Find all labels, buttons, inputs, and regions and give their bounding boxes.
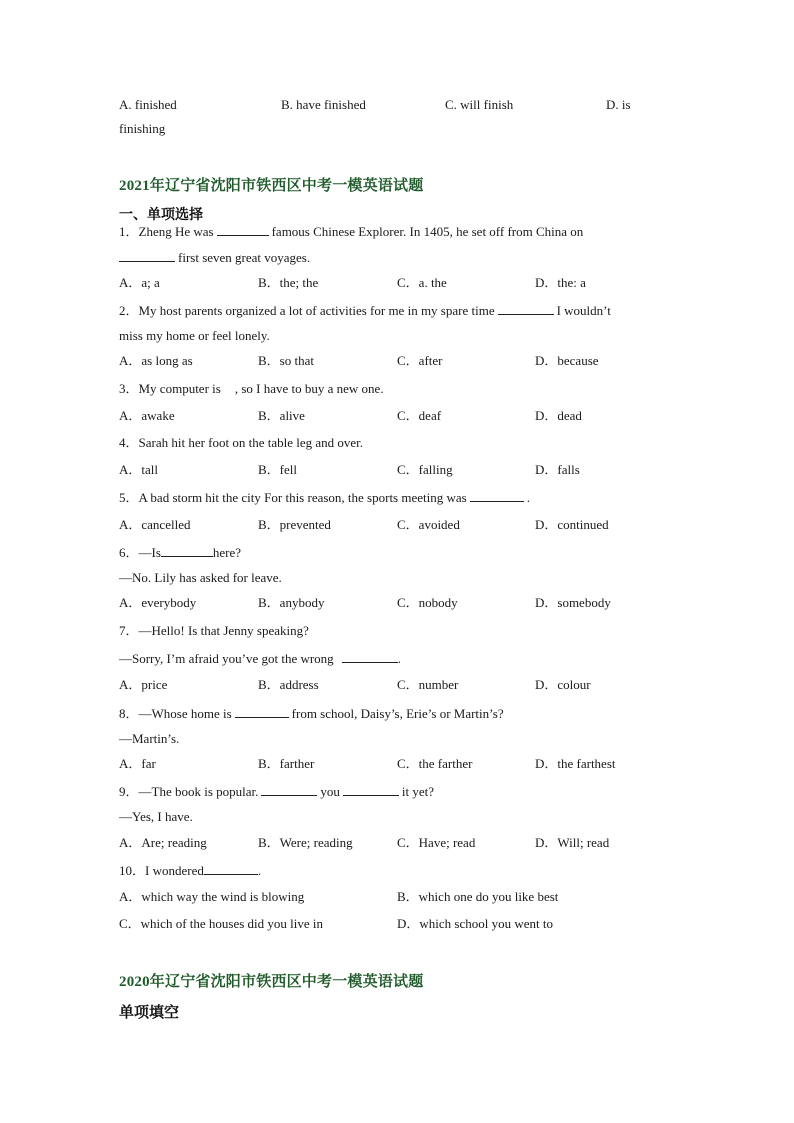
question-1-line-1 — [119, 223, 583, 240]
question-6-line-1 — [119, 544, 241, 561]
q9-option-c[interactable]: C．Have; read — [397, 835, 476, 850]
q2-option-b[interactable]: B．so that — [258, 353, 314, 368]
q6-option-b[interactable]: B．anybody — [258, 595, 325, 610]
question-1-text-a: 1．Zheng He was — [119, 224, 214, 239]
question-6-text-b: here? — [212, 545, 242, 560]
question-8-text-b: from school, Daisy’s, Erie’s or Martin’s? — [291, 706, 504, 721]
q2-option-a[interactable]: A．as long as — [119, 353, 193, 368]
q10-option-b[interactable]: B．which one do you like best — [397, 889, 559, 904]
question-7-text-c: . — [397, 651, 401, 666]
q6-option-d[interactable]: D．somebody — [535, 595, 611, 610]
q3-option-a[interactable]: A．awake — [119, 408, 175, 423]
question-1-line-2 — [119, 249, 310, 266]
question-2-text-c: miss my home or feel lonely. — [119, 328, 270, 343]
exam-title-2020: 2020年辽宁省沈阳市铁西区中考一模英语试题 — [119, 974, 424, 990]
prev-option-a[interactable]: A. finished — [119, 97, 177, 112]
exam-title-2021: 2021年辽宁省沈阳市铁西区中考一模英语试题 — [119, 178, 424, 194]
question-1-text-c: first seven great voyages. — [178, 250, 311, 265]
q1-option-b[interactable]: B．the; the — [258, 275, 319, 290]
question-5-text-b: . — [526, 490, 530, 505]
q1-option-d[interactable]: D．the: a — [535, 275, 586, 290]
question-9-text-d: —Yes, I have. — [119, 809, 193, 824]
q6-option-a[interactable]: A．everybody — [119, 595, 197, 610]
question-1-text-b: famous Chinese Explorer. In 1405, he set off from China on — [271, 224, 584, 239]
prev-option-d-continued: finishing — [119, 121, 166, 136]
question-2-line-1 — [119, 302, 611, 319]
question-3-text-a: 3．My computer is — [119, 381, 221, 396]
answer-blank[interactable] — [204, 862, 258, 875]
question-3-text-b: , so I have to buy a new one. — [234, 381, 384, 396]
q3-option-b[interactable]: B．alive — [258, 408, 305, 423]
q9-option-d[interactable]: D．Will; read — [535, 835, 610, 850]
question-10-text-a: 10．I wondered — [119, 863, 204, 878]
q10-option-d[interactable]: D．which school you went to — [397, 916, 553, 931]
q8-option-d[interactable]: D．the farthest — [535, 756, 616, 771]
question-4-text: 4．Sarah hit her foot on the table leg and over. — [119, 435, 364, 450]
section-heading-2021: 一、单项选择 — [119, 208, 203, 223]
q8-option-b[interactable]: B．farther — [258, 756, 315, 771]
question-6-text-c: —No. Lily has asked for leave. — [119, 570, 282, 585]
q7-option-c[interactable]: C．number — [397, 677, 459, 692]
q7-option-b[interactable]: B．address — [258, 677, 319, 692]
answer-blank[interactable] — [119, 249, 175, 262]
question-10-line — [119, 862, 261, 879]
prev-option-c[interactable]: C. will finish — [445, 97, 514, 112]
answer-blank[interactable] — [217, 223, 269, 236]
q1-option-c[interactable]: C．a. the — [397, 275, 447, 290]
q4-option-a[interactable]: A．tall — [119, 462, 158, 477]
prev-option-b[interactable]: B. have finished — [281, 97, 366, 112]
prev-option-d[interactable]: D. is — [606, 97, 631, 112]
question-7-line-2 — [119, 650, 401, 667]
question-9-text-b: you — [320, 784, 340, 799]
q4-option-d[interactable]: D．falls — [535, 462, 580, 477]
question-5-line — [119, 489, 530, 506]
q8-option-a[interactable]: A．far — [119, 756, 156, 771]
q2-option-c[interactable]: C．after — [397, 353, 443, 368]
q4-option-c[interactable]: C．falling — [397, 462, 453, 477]
question-8-text-c: —Martin’s. — [119, 731, 180, 746]
q7-option-d[interactable]: D．colour — [535, 677, 591, 692]
answer-blank[interactable] — [161, 544, 213, 557]
question-2-text-b: I wouldn’t — [556, 303, 611, 318]
section-heading-2020: 单项填空 — [119, 1005, 180, 1021]
q9-option-b[interactable]: B．Were; reading — [258, 835, 353, 850]
question-9-text-a: 9．—The book is popular. — [119, 784, 259, 799]
question-9-text-c: it yet? — [401, 784, 435, 799]
question-2-text-a: 2．My host parents organized a lot of activities for me in my spare time — [119, 303, 495, 318]
q3-option-c[interactable]: C．deaf — [397, 408, 442, 423]
q4-option-b[interactable]: B．fell — [258, 462, 297, 477]
q9-option-a[interactable]: A．Are; reading — [119, 835, 207, 850]
answer-blank[interactable] — [261, 783, 317, 796]
answer-blank[interactable] — [498, 302, 554, 315]
question-7-text-b: —Sorry, I’m afraid you’ve got the wrong — [119, 651, 334, 666]
question-8-text-a: 8．—Whose home is — [119, 706, 232, 721]
question-5-text-a: 5．A bad storm hit the city For this reason, the sports meeting was — [119, 490, 467, 505]
q10-option-c[interactable]: C．which of the houses did you live in — [119, 916, 324, 931]
question-6-text-a: 6．—Is — [119, 545, 161, 560]
q5-option-d[interactable]: D．continued — [535, 517, 609, 532]
q2-option-d[interactable]: D．because — [535, 353, 599, 368]
q6-option-c[interactable]: C．nobody — [397, 595, 458, 610]
question-9-line-1 — [119, 783, 434, 800]
q5-option-a[interactable]: A．cancelled — [119, 517, 191, 532]
answer-blank[interactable] — [235, 705, 289, 718]
q3-option-d[interactable]: D．dead — [535, 408, 582, 423]
q5-option-c[interactable]: C．avoided — [397, 517, 460, 532]
q5-option-b[interactable]: B．prevented — [258, 517, 331, 532]
q7-option-a[interactable]: A．price — [119, 677, 168, 692]
question-7-text-a: 7．—Hello! Is that Jenny speaking? — [119, 623, 309, 638]
q1-option-a[interactable]: A．a; a — [119, 275, 160, 290]
q10-option-a[interactable]: A．which way the wind is blowing — [119, 889, 305, 904]
answer-blank[interactable] — [470, 489, 524, 502]
answer-blank[interactable] — [342, 650, 398, 663]
question-10-text-b: . — [257, 863, 262, 878]
answer-blank[interactable] — [343, 783, 399, 796]
q8-option-c[interactable]: C．the farther — [397, 756, 473, 771]
question-8-line-1 — [119, 705, 504, 722]
question-3-line — [119, 381, 384, 397]
